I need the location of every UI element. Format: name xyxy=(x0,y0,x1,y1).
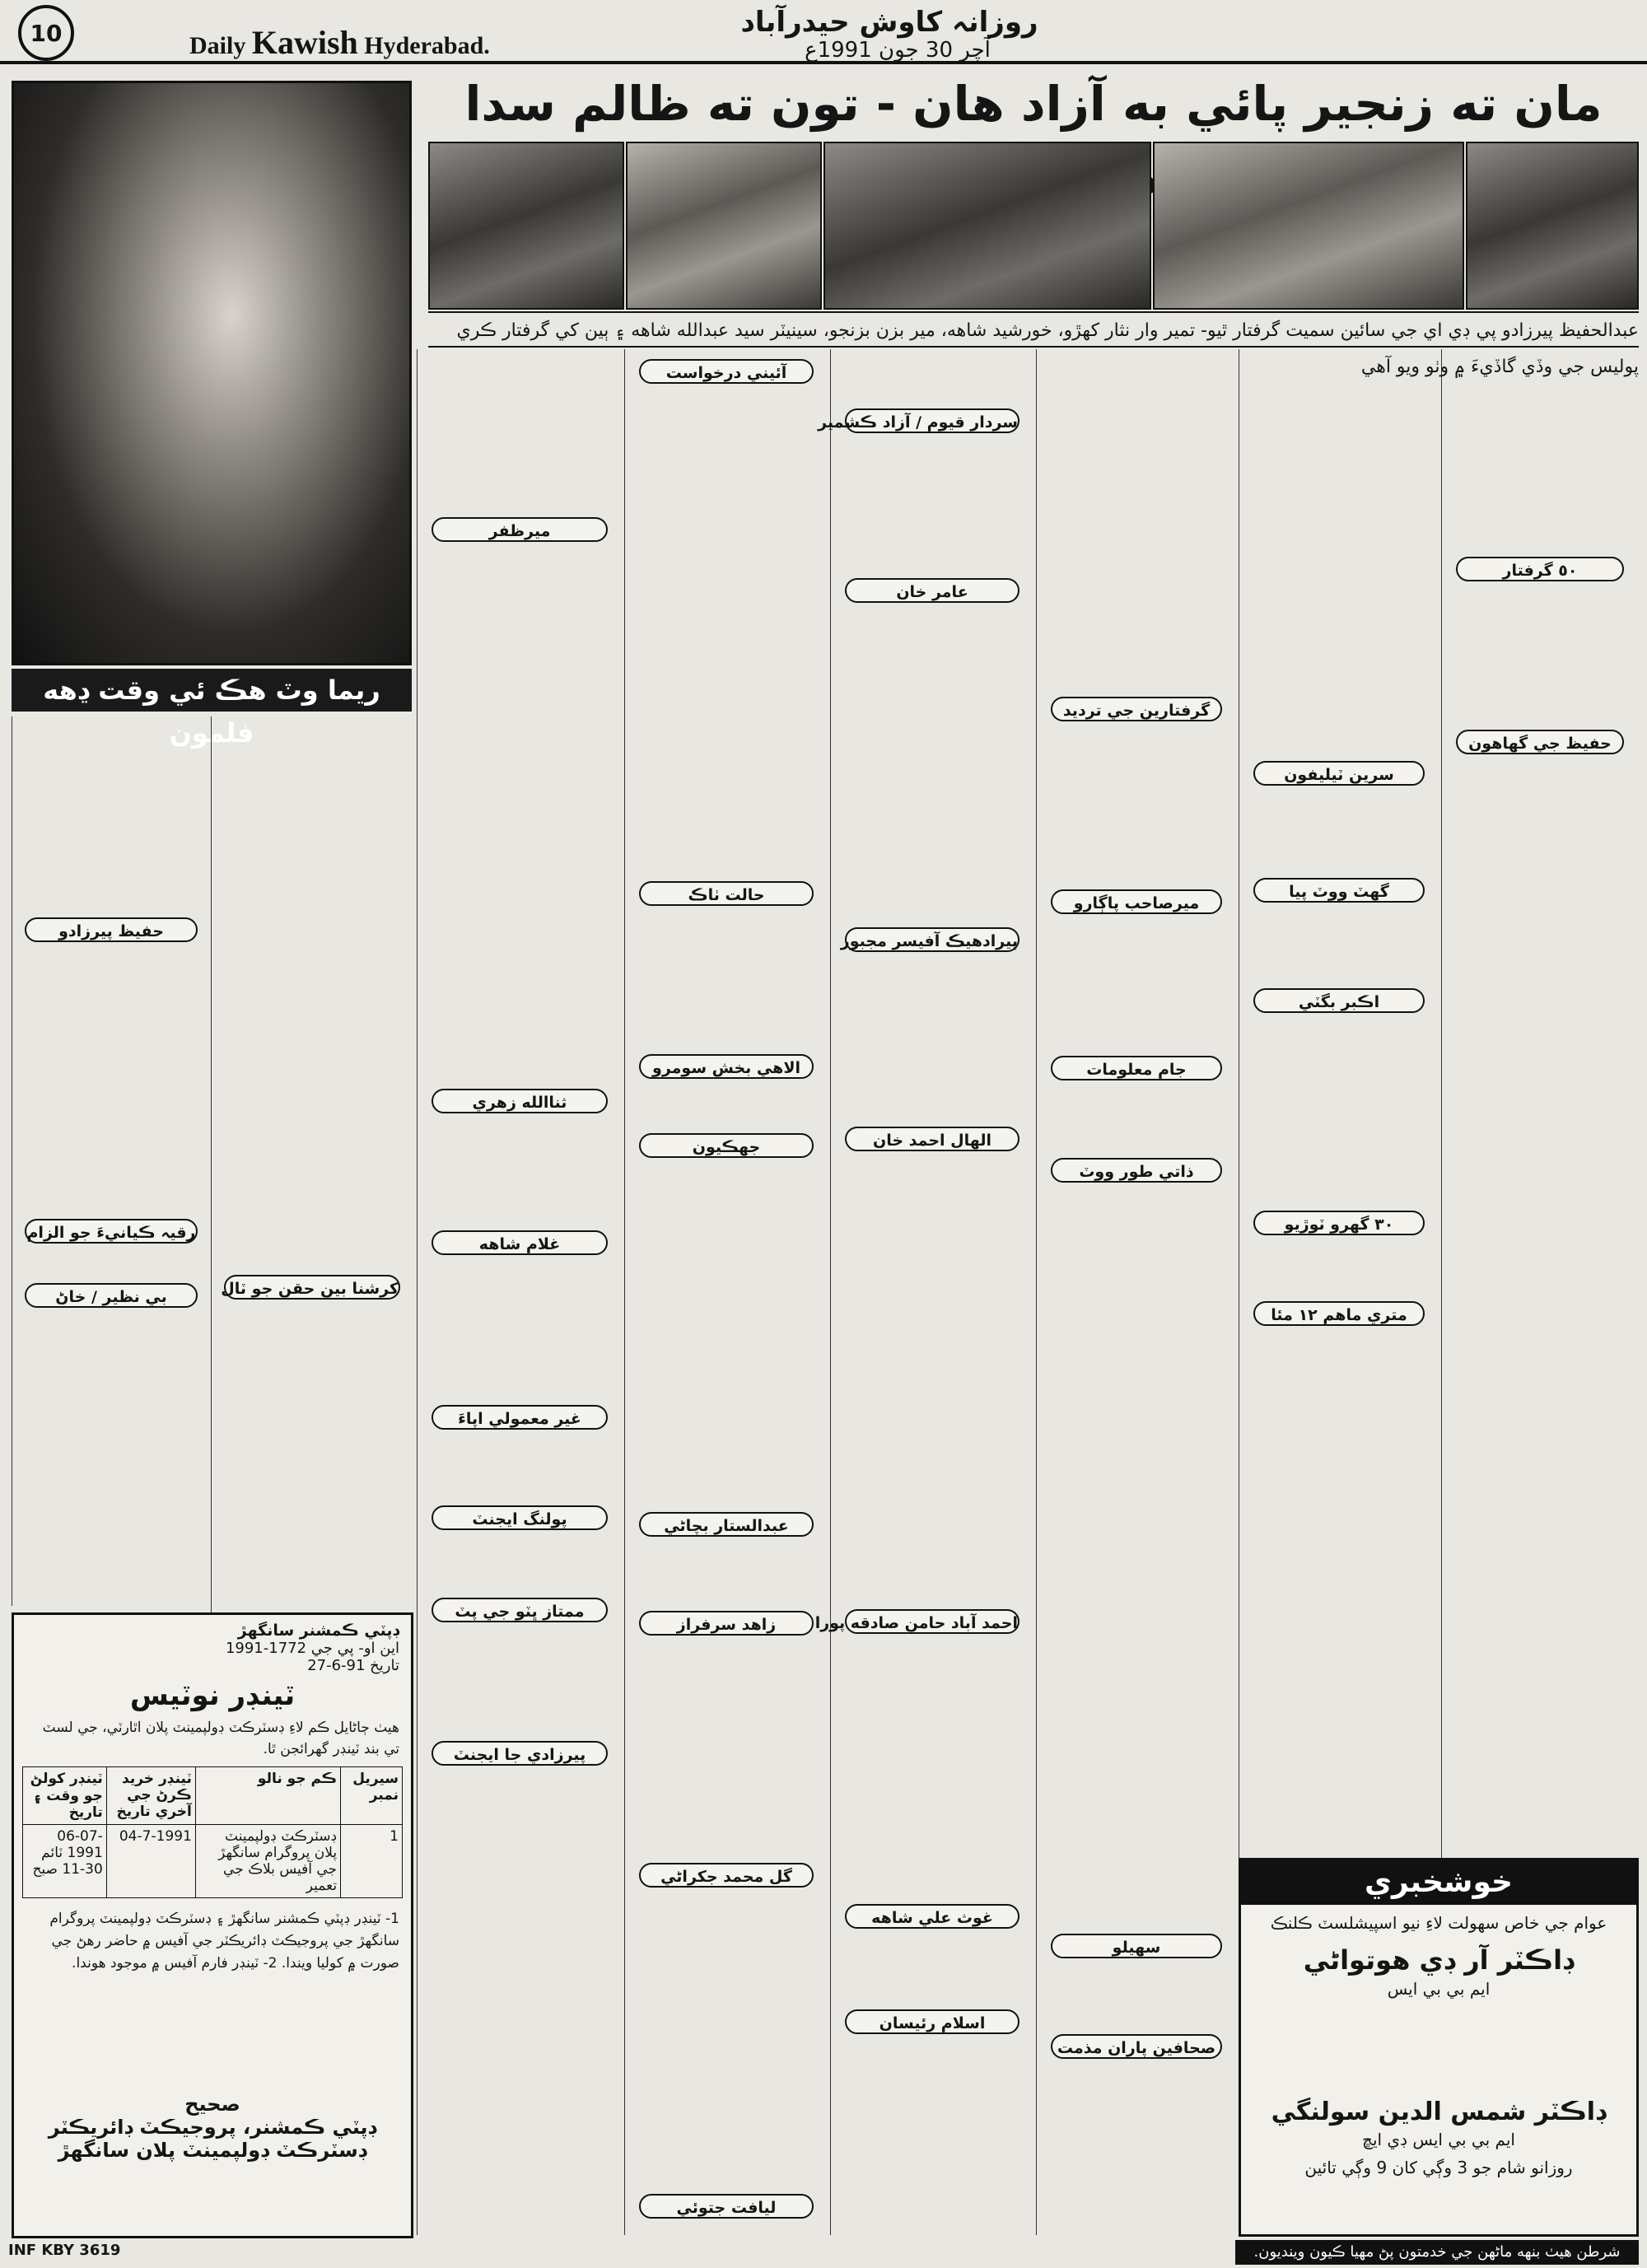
tender-signature: صحيح xyxy=(184,2093,240,2116)
subhead-benazir: بي نظير / خاڻ xyxy=(25,1283,198,1308)
subhead-30-houses: ٣٠ گهرو ٽوڙيو xyxy=(1253,1211,1425,1235)
subhead-constitutional: آئيني درخواست xyxy=(639,359,814,384)
news-photo-2 xyxy=(1153,142,1464,310)
column-3 xyxy=(417,349,623,2235)
ad-doctor-1: ڊاڪٽر آر ڊي هوتواڻي xyxy=(1303,1944,1575,1976)
column-4 xyxy=(624,349,828,2235)
subhead-qayyum: سردار قيوم / آزاد ڪشمير xyxy=(845,408,1019,433)
feature-text xyxy=(15,716,410,815)
subhead-bugti: اڪبر بگٽي xyxy=(1253,988,1425,1013)
subhead-polling-agent: پولنگ ايجنٽ xyxy=(432,1505,608,1530)
subhead-pagaro: ميرصاحب پاڳارو xyxy=(1051,889,1222,914)
news-photo-5 xyxy=(428,142,624,310)
tender-office-line3: تاريخ 91-6-27 xyxy=(307,1657,399,1674)
subhead-ghulam-shah: غلام شاهه xyxy=(432,1230,608,1255)
subhead-telephone: سرين ٽيليفون xyxy=(1253,761,1425,786)
ad-title: خوشخبري xyxy=(1241,1860,1636,1905)
subhead-jhakiyoon: جهڪيون xyxy=(639,1133,814,1158)
feature-caption: ريما وٽ هڪ ئي وقت ڍهه فلمون xyxy=(12,669,412,712)
subhead-personal-vote: ذاتي طور ووٽ xyxy=(1051,1158,1222,1183)
actress-photo xyxy=(12,81,412,665)
tender-table xyxy=(22,1766,403,1898)
english-masthead xyxy=(189,23,490,62)
subhead-hafeez: حفيظ جي گهاهون xyxy=(1456,730,1624,754)
masthead-prefix: Daily xyxy=(189,32,252,59)
subhead-pirzado: حفيظ پيرزادو xyxy=(25,917,198,942)
subhead-ahmedabad: احمد آباد حامن صادقه پورا xyxy=(845,1609,1019,1634)
subhead-mumtaz: ممتاز ڀٽو جي پٽ xyxy=(432,1598,608,1622)
column-5 xyxy=(830,349,1034,2235)
subhead-journalists: صحافين پاران مذمت xyxy=(1051,2034,1222,2059)
news-photo-4 xyxy=(626,142,822,310)
ad-degree-1: ايم بي بي ايس xyxy=(1387,1979,1491,1999)
tender-terms: 1- ٽينڊر ڊپٽي ڪمشنر سانگهڙ ۽ ڊسٽرڪٽ ڊولپمينٽ پروگرام سانگهڙ جي پروجيڪٽ ڊائريڪٽر جي آفيس ۾ حاضر رهڻ جي صورت ۾ کوليا ويندا. 2- ٽينڊر فارم آفيس ۾ موجود هوندا. xyxy=(49,1911,399,1972)
subhead-presiding: پيرادهيڪ آفيسر مجبور xyxy=(845,927,1019,952)
subhead-12-mata: متري ماهم ١٢ مئا xyxy=(1253,1301,1425,1326)
tender-intro: هيٺ ڄاڻايل ڪم لاءِ ڊسٽرڪٽ ڊولپمينٽ پلان اٿارٽي، جي لسٽ تي بند ٽينڊر گهرائجن ٿا. xyxy=(42,1720,399,1757)
tender-header-purchase: ٽينڊر خريد ڪرڻ جي آخري تاريخ xyxy=(106,1767,195,1825)
subhead-low-votes: گهٽ ووٽ پيا xyxy=(1253,878,1425,903)
page-number: 10 xyxy=(18,5,74,61)
tender-reference: INF KBY 3619 xyxy=(8,2242,121,2259)
ad-line-1: عوام جي خاص سهولت لاءِ نيو اسپيشلسٽ ڪلنڪ xyxy=(1270,1913,1607,1933)
news-photo-1 xyxy=(1466,142,1639,310)
subhead-liaquat: ليافت جتوئي xyxy=(639,2194,814,2219)
masthead-city: Hyderabad. xyxy=(357,32,490,59)
tender-office-line1: ڊپٽي ڪمشنر سانگهڙ xyxy=(237,1622,399,1640)
date-line: آچر 30 جون 1991ع xyxy=(805,38,991,63)
tender-notice xyxy=(12,1612,413,2238)
subhead-extraordinary: غير معمولي اپاءَ xyxy=(432,1405,608,1430)
subhead-amir-khan: عامر خان xyxy=(845,578,1019,603)
masthead-name: Kawish xyxy=(251,24,358,61)
news-photo-3 xyxy=(824,142,1151,310)
ad-degree-2: ايم بي بي ايس ڊي ايڇ xyxy=(1362,2130,1515,2149)
subhead-ghous-ali: غوث علي شاهه xyxy=(845,1904,1019,1929)
left-column-1 xyxy=(12,716,209,1606)
tender-office-line2: اين او- پي جي 1772-1991 xyxy=(225,1640,399,1657)
subhead-soomro: الاهي بخش سومرو xyxy=(639,1054,814,1079)
photo-caption: عبدالحفيظ پيرزادو پي ڊي اي جي سائين سميت گرفتار ٿيو- تمير وار نثار کهڙو، خورشيد شاهه، مير بزن بزنجو، سينيٽر سيد عبدالله شاهه ۽ ٻين کي گرفتار ڪري پوليس جي وڏي گاڏيءَ ۾ وٺو ويو آهي xyxy=(428,311,1639,348)
subhead-mir-zafar: ميرظفر xyxy=(432,517,608,542)
tender-signatory-2: ڊسٽرڪٽ ڊولپمينٽ پلان سانگهڙ xyxy=(58,2139,367,2162)
subhead-pirzada-agents: پيرزادي جا ايجنٽ xyxy=(432,1741,608,1766)
tender-title: ٽينڊر نوٽيس xyxy=(129,1679,296,1712)
tender-header-work: ڪم جو نالو xyxy=(195,1767,340,1825)
tender-signatory-1: ڊپٽي ڪمشنر، پروجيڪٽ ڊائريڪٽر xyxy=(48,2116,377,2139)
subhead-islam-raisan: اسلام رئيسان xyxy=(845,2009,1019,2034)
subhead-gul-mohammad: گل محمد جکراڻي xyxy=(639,1863,814,1888)
tender-header-opening: ٽينڊر کولڻ جو وقت ۽ تاريخ xyxy=(23,1767,107,1825)
ad-doctor-2: ڊاڪٽر شمس الدين سولنگي xyxy=(1271,2098,1607,2126)
subhead-bachani: عبدالستار بچاڻي xyxy=(639,1512,814,1537)
subhead-sanaullah: ثناالله زهري xyxy=(432,1089,608,1113)
urdu-masthead: روزانہ کاوش حیدرآباد xyxy=(740,6,1038,39)
subhead-jam: جام معلومات xyxy=(1051,1056,1222,1080)
main-headline: مان ته زنجير پائي به آزاد هان - تون ته ظالم سدا xyxy=(464,76,1603,132)
subhead-iqbal: الهال احمد خان xyxy=(845,1127,1019,1151)
subhead-denial: گرفتارين جي ترديد xyxy=(1051,697,1222,721)
ad-timing: روزانو شام جو 3 وڳي کان 9 وڳي تائين xyxy=(1304,2158,1573,2177)
clinic-ad xyxy=(1239,1858,1639,2237)
subhead-sahilo: سهيلو xyxy=(1051,1934,1222,1958)
subhead-ruqayya: رقيہ ڪيانيءَ جو الزام xyxy=(25,1219,198,1244)
subhead-halat: حالت ٺاڪ xyxy=(639,881,814,906)
tender-opening: 06-07-1991 ٽائم 30-11 صبح xyxy=(23,1825,107,1898)
tender-work: ڊسٽرڪٽ ڊولپمينٽ پلان پروگرام سانگهڙ جي آفيس بلاڪ جي تعمير xyxy=(195,1825,340,1898)
subhead-krishna: كرشنا بين حقن جو ٽال xyxy=(224,1275,400,1300)
tender-header-serial: سيريل نمبر xyxy=(341,1767,403,1825)
subhead-50-arrested: ٥٠ گرفتار xyxy=(1456,557,1624,581)
ad-footer: شرطن هيٺ بنهه ماڻهن جي خدمتون پڻ مهيا ڪيون وينديون. xyxy=(1235,2240,1639,2265)
subhead-zahid: زاهد سرفراز xyxy=(639,1611,814,1636)
tender-purchase-date: 04-7-1991 xyxy=(106,1825,195,1898)
tender-serial: 1 xyxy=(341,1825,403,1898)
